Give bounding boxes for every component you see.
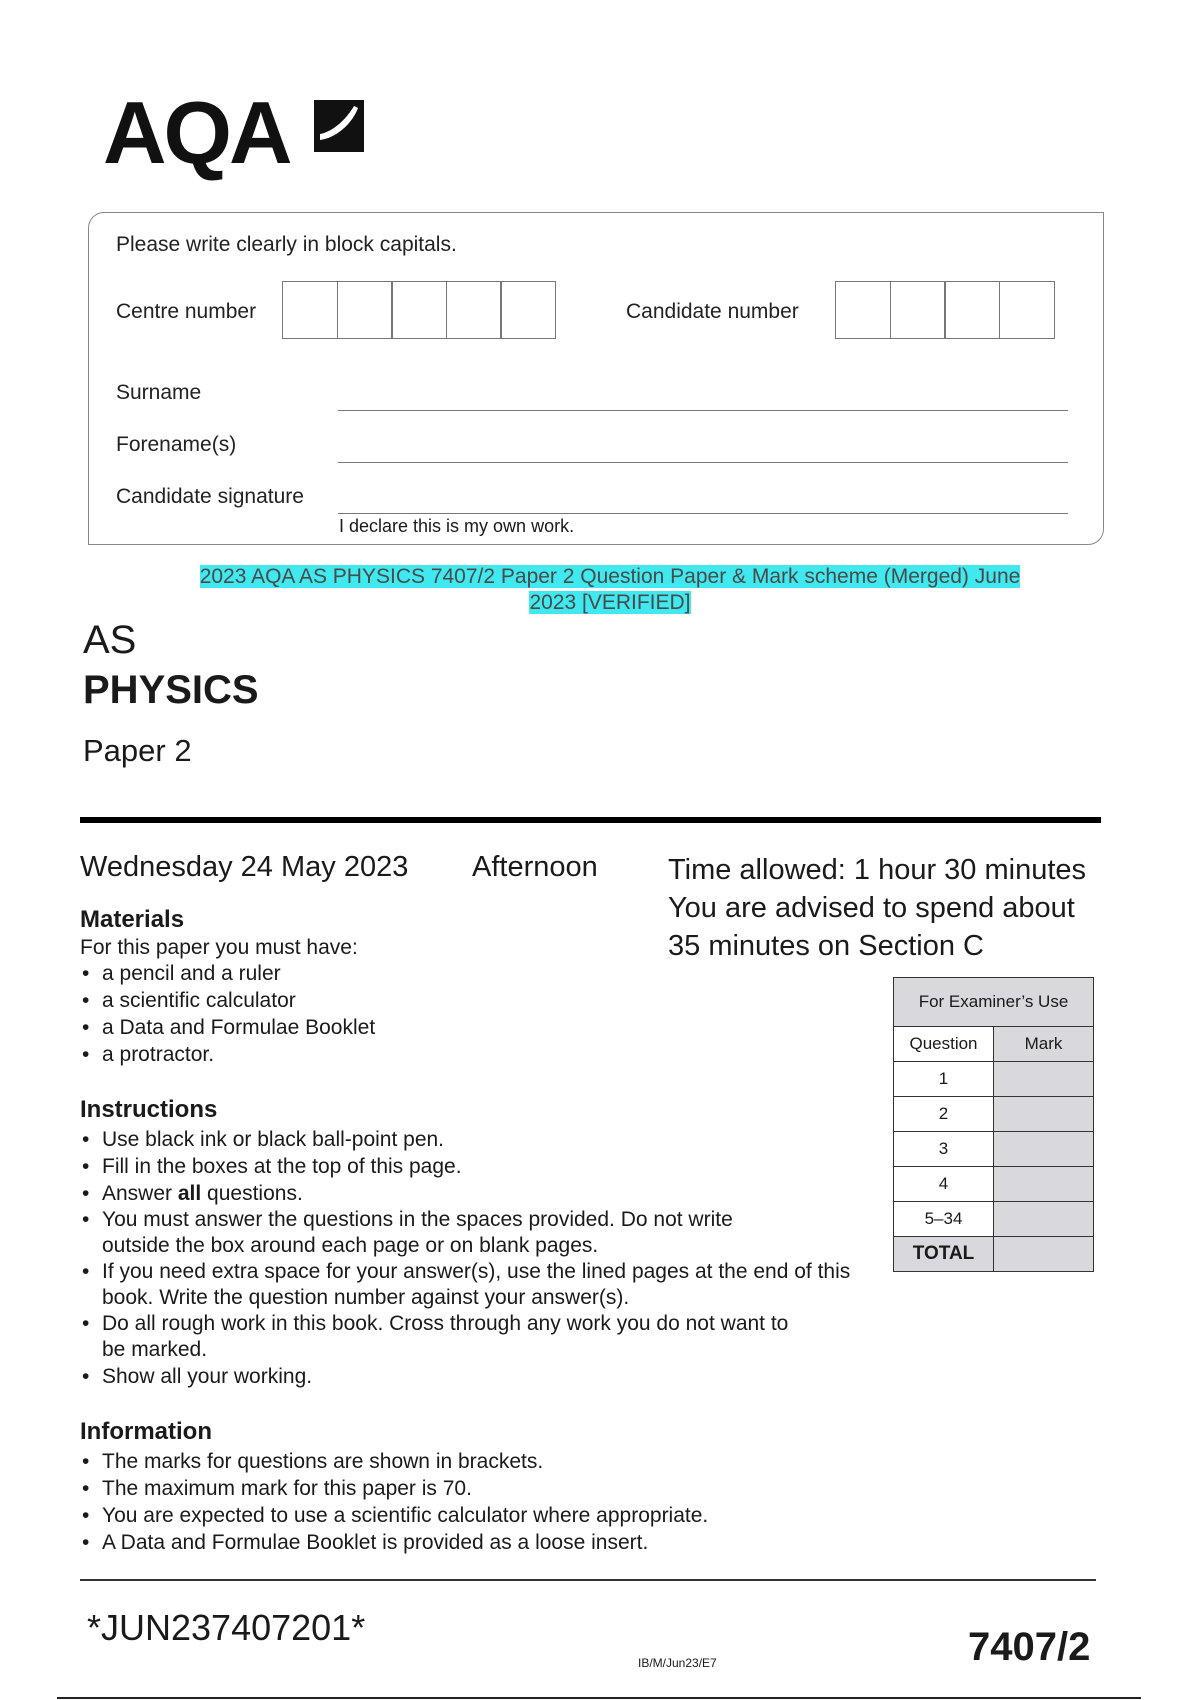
declaration-text: I declare this is my own work. <box>339 516 575 536</box>
list-item: • a pencil and a ruler <box>80 960 640 987</box>
instructions-list <box>80 1126 870 1390</box>
centre-digit-box[interactable] <box>391 281 447 339</box>
question-number-cell: 2 <box>894 1097 994 1132</box>
exam-session: Afternoon <box>472 851 598 883</box>
paper-number: Paper 2 <box>83 733 192 768</box>
mark-cell[interactable] <box>994 1062 1094 1097</box>
candidate-number-boxes[interactable] <box>835 281 1053 339</box>
time-advice-line-1: You are advised to spend about <box>668 892 1075 924</box>
signature-line[interactable] <box>338 513 1068 514</box>
page-bottom-rule <box>57 1697 1141 1699</box>
list-item: • a Data and Formulae Booklet <box>80 1014 640 1041</box>
materials-heading: Materials <box>80 906 185 933</box>
total-mark-cell[interactable] <box>994 1237 1094 1272</box>
instructions-heading: Instructions <box>80 1096 218 1123</box>
examiner-use-table <box>893 977 1094 1272</box>
list-item: • You are expected to use a scientific calculator where appropriate. <box>80 1502 870 1529</box>
centre-digit-box[interactable] <box>446 281 502 339</box>
title-line-2: 2023 [VERIFIED] <box>529 591 691 614</box>
mark-cell[interactable] <box>994 1132 1094 1167</box>
time-allowed: Time allowed: 1 hour 30 minutes <box>668 854 1087 886</box>
question-number-cell: 5–34 <box>894 1202 994 1237</box>
time-advice-line-2: 35 minutes on Section C <box>668 930 984 962</box>
centre-digit-box[interactable] <box>337 281 393 339</box>
centre-number-boxes[interactable] <box>282 281 555 339</box>
centre-digit-box[interactable] <box>500 281 556 339</box>
list-item: • Show all your working. <box>80 1363 870 1390</box>
question-number-cell: 3 <box>894 1132 994 1167</box>
candidate-digit-box[interactable] <box>890 281 946 339</box>
mark-cell[interactable] <box>994 1097 1094 1132</box>
list-item <box>80 1180 870 1207</box>
candidate-details-box <box>88 212 1104 545</box>
question-column-header: Question <box>894 1027 994 1062</box>
materials-intro: For this paper you must have: <box>80 936 358 959</box>
bold-text: all <box>177 1182 202 1205</box>
information-section <box>80 1418 870 1556</box>
aqa-flag-icon <box>306 94 368 156</box>
signature-label: Candidate signature <box>116 485 304 508</box>
list-item: • If you need extra space for your answer(s), use the lined pages at the end of this book. Write the question number against your answer(s). <box>80 1259 872 1311</box>
candidate-digit-box[interactable] <box>944 281 1000 339</box>
list-item: • A Data and Formulae Booklet is provided as a loose insert. <box>80 1529 870 1556</box>
forenames-line[interactable] <box>338 462 1068 463</box>
candidate-digit-box[interactable] <box>999 281 1055 339</box>
exam-date: Wednesday 24 May 2023 <box>80 851 409 883</box>
block-capitals-instruction: Please write clearly in block capitals. <box>116 233 457 256</box>
list-item: • a protractor. <box>80 1041 640 1068</box>
list-item: • The marks for questions are shown in brackets. <box>80 1448 870 1475</box>
question-number-cell: 1 <box>894 1062 994 1097</box>
document-title <box>170 564 1050 616</box>
footer-divider <box>80 1579 1096 1581</box>
qualification-level: AS <box>83 618 137 662</box>
information-list <box>80 1448 870 1556</box>
text-segment: questions. <box>201 1182 303 1205</box>
subject-name: PHYSICS <box>83 668 259 712</box>
list-item: • a scientific calculator <box>80 987 640 1014</box>
information-heading: Information <box>80 1418 212 1445</box>
list-item: • Use black ink or black ball-point pen. <box>80 1126 870 1153</box>
list-item: • Fill in the boxes at the top of this page. <box>80 1153 870 1180</box>
paper-reference: IB/M/Jun23/E7 <box>638 1656 717 1670</box>
text-segment: Answer <box>102 1182 178 1205</box>
forenames-label: Forename(s) <box>116 433 237 456</box>
question-number-cell: 4 <box>894 1167 994 1202</box>
mark-cell[interactable] <box>994 1202 1094 1237</box>
centre-number-label: Centre number <box>116 300 257 323</box>
title-line-1: 2023 AQA AS PHYSICS 7407/2 Paper 2 Question Paper & Mark scheme (Merged) June <box>199 565 1021 588</box>
paper-code: 7407/2 <box>968 1625 1091 1669</box>
centre-digit-box[interactable] <box>282 281 338 339</box>
total-label: TOTAL <box>894 1237 994 1272</box>
mark-cell[interactable] <box>994 1167 1094 1202</box>
instructions-section <box>80 1096 870 1390</box>
examiner-table-title: For Examiner’s Use <box>894 978 1094 1027</box>
list-item: • You must answer the questions in the spaces provided. Do not write outside the box around each page or on blank pages. <box>80 1207 792 1259</box>
list-item: • Do all rough work in this book. Cross through any work you do not want to be marked. <box>80 1311 792 1363</box>
mark-column-header: Mark <box>994 1027 1094 1062</box>
logo-text: AQA <box>103 83 290 182</box>
barcode-text: *JUN237407201* <box>87 1607 366 1648</box>
surname-label: Surname <box>116 381 202 404</box>
surname-line[interactable] <box>338 410 1068 411</box>
candidate-number-label: Candidate number <box>626 300 799 323</box>
materials-list <box>80 960 640 1068</box>
aqa-logo <box>103 83 373 192</box>
section-divider <box>80 817 1101 823</box>
candidate-digit-box[interactable] <box>835 281 891 339</box>
time-allowed-block <box>668 851 1086 965</box>
list-item: • The maximum mark for this paper is 70. <box>80 1475 870 1502</box>
materials-section <box>80 906 640 1068</box>
